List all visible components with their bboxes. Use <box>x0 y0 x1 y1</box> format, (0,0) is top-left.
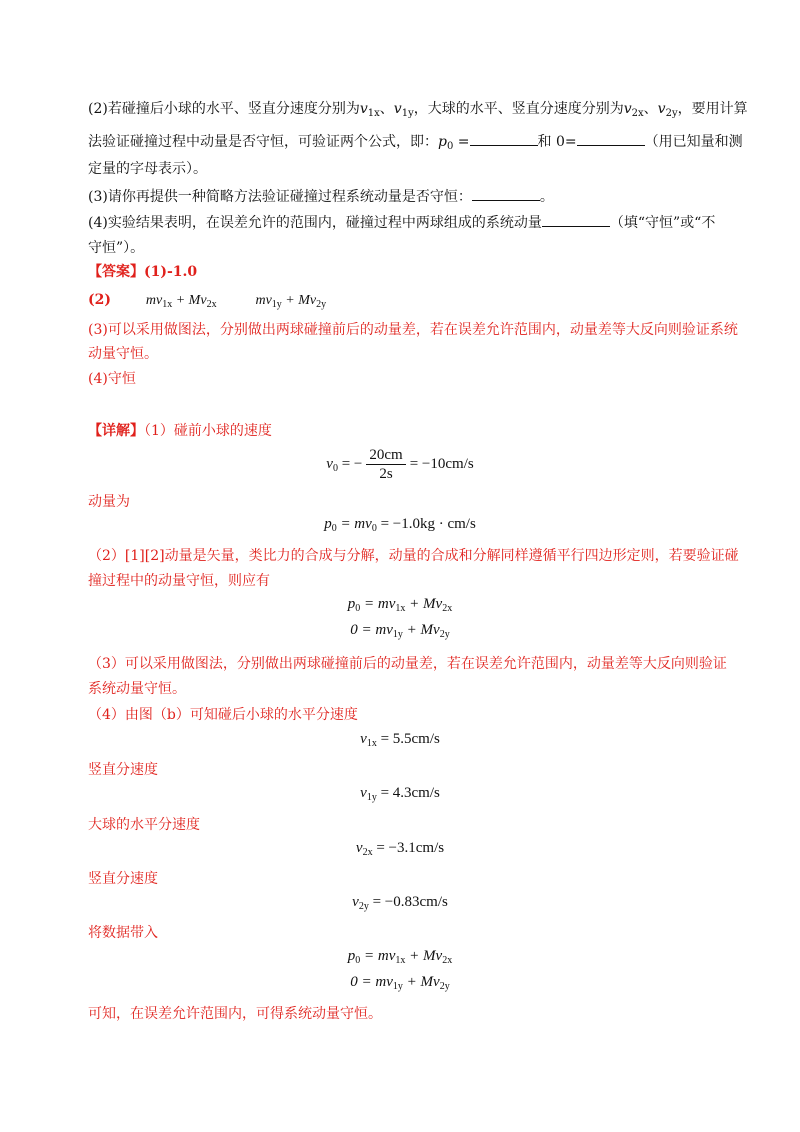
answer-3-text-2: 动量守恒。 <box>88 346 158 362</box>
q4-text-c: 守恒”）。 <box>88 240 145 256</box>
v2y-sub: 2y <box>665 108 678 119</box>
v1x-sub: 1x <box>367 108 380 119</box>
p0-symbol: p <box>438 134 447 150</box>
detail-big-h: 大球的水平分速度 <box>88 817 200 833</box>
v2x-symbol: v <box>623 101 632 117</box>
answer-4: (4)守恒 <box>88 371 136 387</box>
v1y-symbol: v <box>393 101 402 117</box>
detail-2-line1: （2）[1][2]动量是矢量，类比力的合成与分解，动量的合成和分解同样遵循平行四边形定则，若要验证碰 <box>88 548 739 564</box>
q2-text-d: 法验证碰撞过程中动量是否守恒，可验证两个公式，即： <box>88 134 438 150</box>
formula-d: $0 = mv_{1y} + Mv_{2y}$ <box>350 974 450 992</box>
answer-2-formula-1: $mv_{1x} + Mv_{2x}$ <box>145 293 217 310</box>
q2-text-a: (2)若碰撞后小球的水平、竖直分速度分别为 <box>88 101 360 117</box>
v2y-symbol: v <box>657 101 666 117</box>
detail-1: （1）碰前小球的速度 <box>144 423 272 439</box>
answer-blank-1[interactable] <box>470 131 538 146</box>
answer-2-formula-2: $mv_{1y} + Mv_{2y}$ <box>255 293 327 310</box>
q2-line1 <box>88 98 748 120</box>
detail-conclusion: 可知，在误差允许范围内，可得系统动量守恒。 <box>88 1006 382 1022</box>
sep: 、 <box>643 101 658 117</box>
answer-line4 <box>88 343 728 365</box>
v1y-sub: 1y <box>401 108 414 119</box>
q2-text-f: 定量的字母表示）。 <box>88 161 207 177</box>
formula-v2x: $v_{2x} = -3.1cm/s$ <box>355 840 445 858</box>
answer-3-text: (3)可以采用做图法，分别做出两球碰撞前后的动量差，若在误差允许范围内，动量差等大反向则验证系统 <box>88 322 738 338</box>
answer-line5 <box>88 368 728 390</box>
answer-line3 <box>88 319 738 341</box>
sep: 、 <box>379 101 394 117</box>
v2x-sub: 2x <box>631 108 644 119</box>
q2-text-c: ，要用计算 <box>677 101 748 117</box>
q4-line2 <box>88 237 728 259</box>
answer-blank-3[interactable] <box>472 186 540 201</box>
q2-line3 <box>88 158 728 180</box>
formula-v1x: $v_{1x} = 5.5cm/s$ <box>360 731 440 749</box>
answer-line1 <box>88 261 728 283</box>
detail-vert: 竖直分速度 <box>88 762 158 778</box>
answer-label: 【答案】 <box>88 264 144 280</box>
formula-a: $p_0 = mv_{1x} + Mv_{2x}$ <box>347 596 453 614</box>
and-zero: 和 0= <box>537 134 577 150</box>
detail-line1 <box>88 420 728 442</box>
q3-end: 。 <box>539 189 554 205</box>
q2-line2 <box>88 131 743 153</box>
q4-text-a: (4)实验结果表明，在误差允许的范围内，碰撞过程中两球组成的系统动量 <box>88 215 542 231</box>
formula-p0: $p_0 = mv_0 = -1.0kg \cdot cm/s$ <box>324 516 476 534</box>
answer-1: (1)-1.0 <box>144 264 198 280</box>
eq: = <box>453 134 470 150</box>
formula-c: $p_0 = mv_{1x} + Mv_{2x}$ <box>347 948 453 966</box>
formula-b: $0 = mv_{1y} + Mv_{2y}$ <box>350 622 450 640</box>
q3-line <box>88 186 728 208</box>
detail-sub: 将数据带入 <box>88 925 158 941</box>
p0-sub: 0 <box>446 141 454 152</box>
formula-v0: $v_0$ = − $\frac{20cm}{2s}$ = −10cm/s <box>326 447 474 482</box>
detail-label: 【详解】 <box>88 423 144 439</box>
detail-momentum: 动量为 <box>88 494 130 510</box>
answer-blank-2[interactable] <box>577 131 645 146</box>
q2-text-e: （用已知量和测 <box>644 134 743 150</box>
detail-vert2: 竖直分速度 <box>88 871 158 887</box>
detail-4: （4）由图（b）可知碰后小球的水平分速度 <box>88 707 358 723</box>
q4-text-b: （填“守恒”或“不 <box>609 215 716 231</box>
formula-v2y: $v_{2y} = -0.83cm/s$ <box>352 894 448 912</box>
detail-2-line2: 撞过程中的动量守恒，则应有 <box>88 573 270 589</box>
detail-3-line2: 系统动量守恒。 <box>88 681 186 697</box>
answer-blank-4[interactable] <box>542 212 610 227</box>
q2-text-b: ，大球的水平、竖直分速度分别为 <box>413 101 624 117</box>
v1x-symbol: v <box>359 101 368 117</box>
q4-line1 <box>88 212 728 234</box>
answer-2-num: (2) <box>88 292 111 308</box>
formula-v1y: $v_{1y} = 4.3cm/s$ <box>360 785 440 803</box>
answer-line2 <box>88 289 728 312</box>
q3-text: (3)请你再提供一种简略方法验证碰撞过程系统动量是否守恒： <box>88 189 472 205</box>
detail-3-line1: （3）可以采用做图法，分别做出两球碰撞前后的动量差，若在误差允许范围内，动量差等大反向则验证 <box>88 656 727 672</box>
